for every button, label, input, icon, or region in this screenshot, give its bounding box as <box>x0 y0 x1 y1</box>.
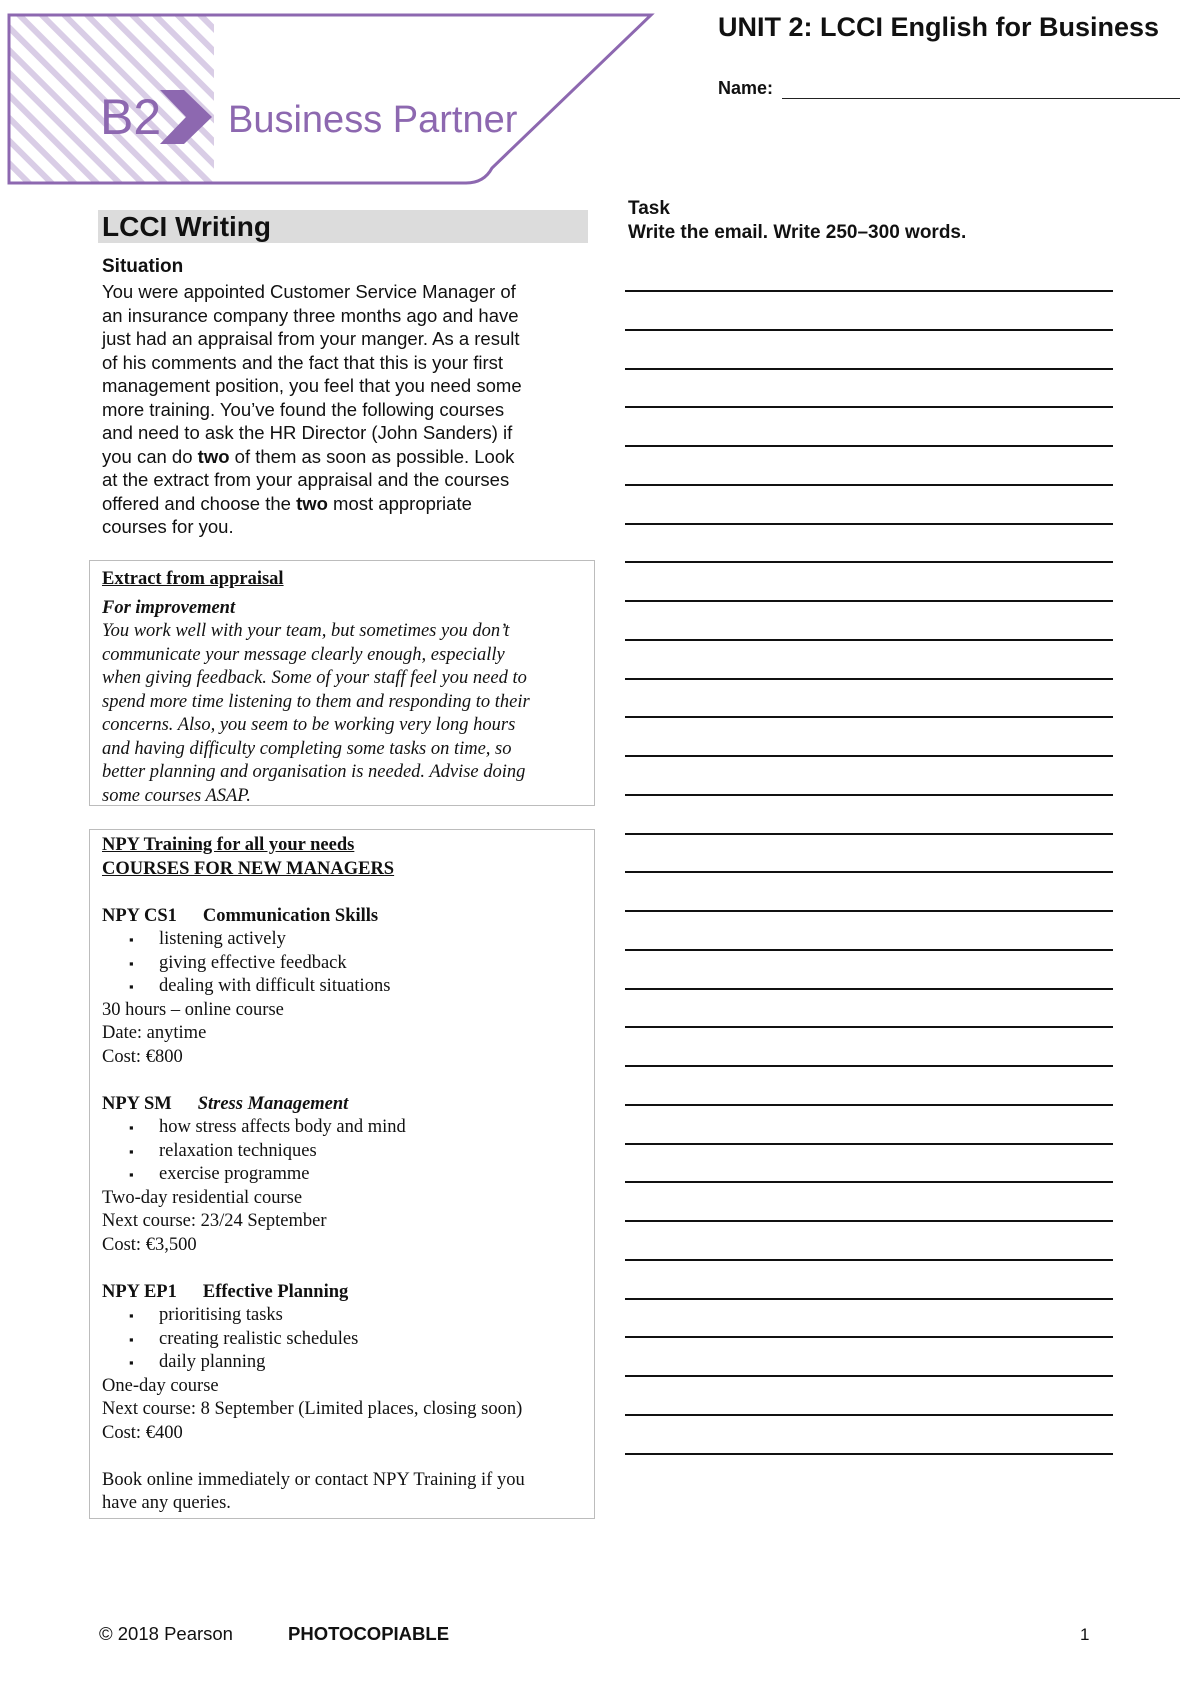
course-date: Next course: 8 September (Limited places, closing soon) <box>102 1399 523 1419</box>
course-format: 30 hours – online course <box>102 999 284 1020</box>
answer-line[interactable] <box>625 445 1113 447</box>
answer-line[interactable] <box>625 523 1113 525</box>
page-number: 1 <box>1080 1625 1090 1644</box>
course-bullet-list <box>102 1304 584 1375</box>
situation-line: more training. You’ve found the following courses <box>102 398 505 420</box>
answer-line[interactable] <box>625 1336 1113 1338</box>
logo-name: Business Partner <box>228 99 518 141</box>
situation-line: courses for you. <box>102 516 234 537</box>
course-heading <box>102 1281 584 1305</box>
course-bullet: ▪ listening actively <box>127 928 584 952</box>
name-field-line[interactable] <box>782 98 1180 99</box>
course-heading <box>102 905 584 929</box>
logo-level: B2 <box>100 89 162 145</box>
course-bullet: ▪ creating realistic schedules <box>127 1328 584 1352</box>
course-date: Next course: 23/24 September <box>102 1211 327 1231</box>
situation-line: you can do two of them as soon as possible. Look <box>102 445 515 467</box>
course-bullet: ▪ dealing with difficult situations <box>127 975 584 999</box>
answer-line[interactable] <box>625 1375 1113 1377</box>
answer-line[interactable] <box>625 910 1113 912</box>
answer-line[interactable] <box>625 794 1113 796</box>
answer-line[interactable] <box>625 1143 1113 1145</box>
answer-line[interactable] <box>625 678 1113 680</box>
situation-line: of his comments and the fact that this is your first <box>102 351 504 373</box>
answer-line[interactable] <box>625 561 1113 563</box>
appraisal-extract-box <box>89 560 595 806</box>
course-cost: Cost: €3,500 <box>102 1234 197 1255</box>
courses-title: NPY Training for all your needs <box>102 835 355 855</box>
course-name: Stress Management <box>197 1093 349 1114</box>
answer-line[interactable] <box>625 1026 1113 1028</box>
answer-line[interactable] <box>625 716 1113 718</box>
course-cost: Cost: €800 <box>102 1046 183 1067</box>
extract-line: concerns. Also, you seem to be working very long hours <box>102 715 516 735</box>
answer-line[interactable] <box>625 1453 1113 1455</box>
name-label: Name: <box>718 78 774 98</box>
course-cost: Cost: €400 <box>102 1422 183 1443</box>
situation-line: management position, you feel that you need some <box>102 375 522 396</box>
header-banner <box>0 0 660 195</box>
course-code: NPY EP1 <box>102 1281 177 1302</box>
answer-line[interactable] <box>625 1181 1113 1183</box>
extract-line: spend more time listening to them and responding to their <box>102 691 530 712</box>
course-name: Communication Skills <box>202 905 379 926</box>
situation-line: offered and choose the two most appropriate <box>102 492 472 514</box>
situation-text <box>102 280 582 539</box>
extract-title: Extract from appraisal <box>102 569 284 589</box>
answer-line[interactable] <box>625 1414 1113 1416</box>
situation-line: an insurance company three months ago and have <box>102 304 519 326</box>
answer-line[interactable] <box>625 639 1113 641</box>
situation-line: at the extract from your appraisal and the courses <box>102 469 510 490</box>
course-format: One-day course <box>102 1375 219 1396</box>
answer-line[interactable] <box>625 1104 1113 1106</box>
situation-line: You were appointed Customer Service Manager of <box>102 281 516 302</box>
answer-line[interactable] <box>625 755 1113 757</box>
answer-line[interactable] <box>625 833 1113 835</box>
photocopiable-label: PHOTOCOPIABLE <box>288 1623 450 1644</box>
course-heading <box>102 1093 584 1117</box>
extract-line: communicate your message clearly enough, especially <box>102 644 505 665</box>
answer-line[interactable] <box>625 871 1113 873</box>
course-bullet-list <box>102 928 584 999</box>
copyright: © 2018 Pearson <box>99 1623 233 1644</box>
answer-line[interactable] <box>625 406 1113 408</box>
course-bullet: ▪ how stress affects body and mind <box>127 1116 584 1140</box>
course-bullet: ▪ giving effective feedback <box>127 952 584 976</box>
answer-line[interactable] <box>625 329 1113 331</box>
extract-line: better planning and organisation is needed. Advise doing <box>102 762 526 782</box>
course-code: NPY CS1 <box>102 905 177 926</box>
answer-line[interactable] <box>625 1065 1113 1067</box>
closing-text: Book online immediately or contact NPY Training if you <box>102 1469 525 1490</box>
task-instructions: Write the email. Write 250–300 words. <box>628 222 967 243</box>
answer-line[interactable] <box>625 1220 1113 1222</box>
course-format: Two-day residential course <box>102 1187 303 1208</box>
extract-line: some courses ASAP. <box>102 785 251 806</box>
course-bullet-list <box>102 1116 584 1187</box>
extract-line: when giving feedback. Some of your staff feel you need to <box>102 668 527 688</box>
answer-line[interactable] <box>625 484 1113 486</box>
answer-line[interactable] <box>625 988 1113 990</box>
answer-line[interactable] <box>625 1298 1113 1300</box>
course-bullet: ▪ relaxation techniques <box>127 1140 584 1164</box>
answer-line[interactable] <box>625 949 1113 951</box>
courses-subtitle: COURSES FOR NEW MANAGERS <box>102 858 395 879</box>
course-code: NPY SM <box>102 1093 172 1114</box>
course-name: Effective Planning <box>202 1281 349 1302</box>
extract-text <box>102 620 584 808</box>
situation-line: and need to ask the HR Director (John Sanders) if <box>102 422 513 443</box>
answer-line[interactable] <box>625 600 1113 602</box>
course-bullet: ▪ prioritising tasks <box>127 1304 584 1328</box>
section-title: LCCI Writing <box>98 210 588 243</box>
extract-line: and having difficulty completing some tasks on time, so <box>102 738 512 759</box>
situation-line: just had an appraisal from your manger. As a result <box>102 328 520 349</box>
answer-line[interactable] <box>625 290 1113 292</box>
closing-text: have any queries. <box>102 1493 231 1513</box>
courses-box <box>89 829 595 1519</box>
task-heading: Task <box>628 198 670 219</box>
course-bullet: ▪ daily planning <box>127 1351 584 1375</box>
situation-heading: Situation <box>102 256 184 277</box>
course-bullet: ▪ exercise programme <box>127 1163 584 1187</box>
extract-subheading: For improvement <box>102 598 236 618</box>
extract-line: You work well with your team, but sometimes you don’t <box>102 621 510 641</box>
answer-line[interactable] <box>625 368 1113 370</box>
unit-title: UNIT 2: LCCI English for Business <box>718 12 1160 42</box>
course-date: Date: anytime <box>102 1023 207 1043</box>
answer-line[interactable] <box>625 1259 1113 1261</box>
